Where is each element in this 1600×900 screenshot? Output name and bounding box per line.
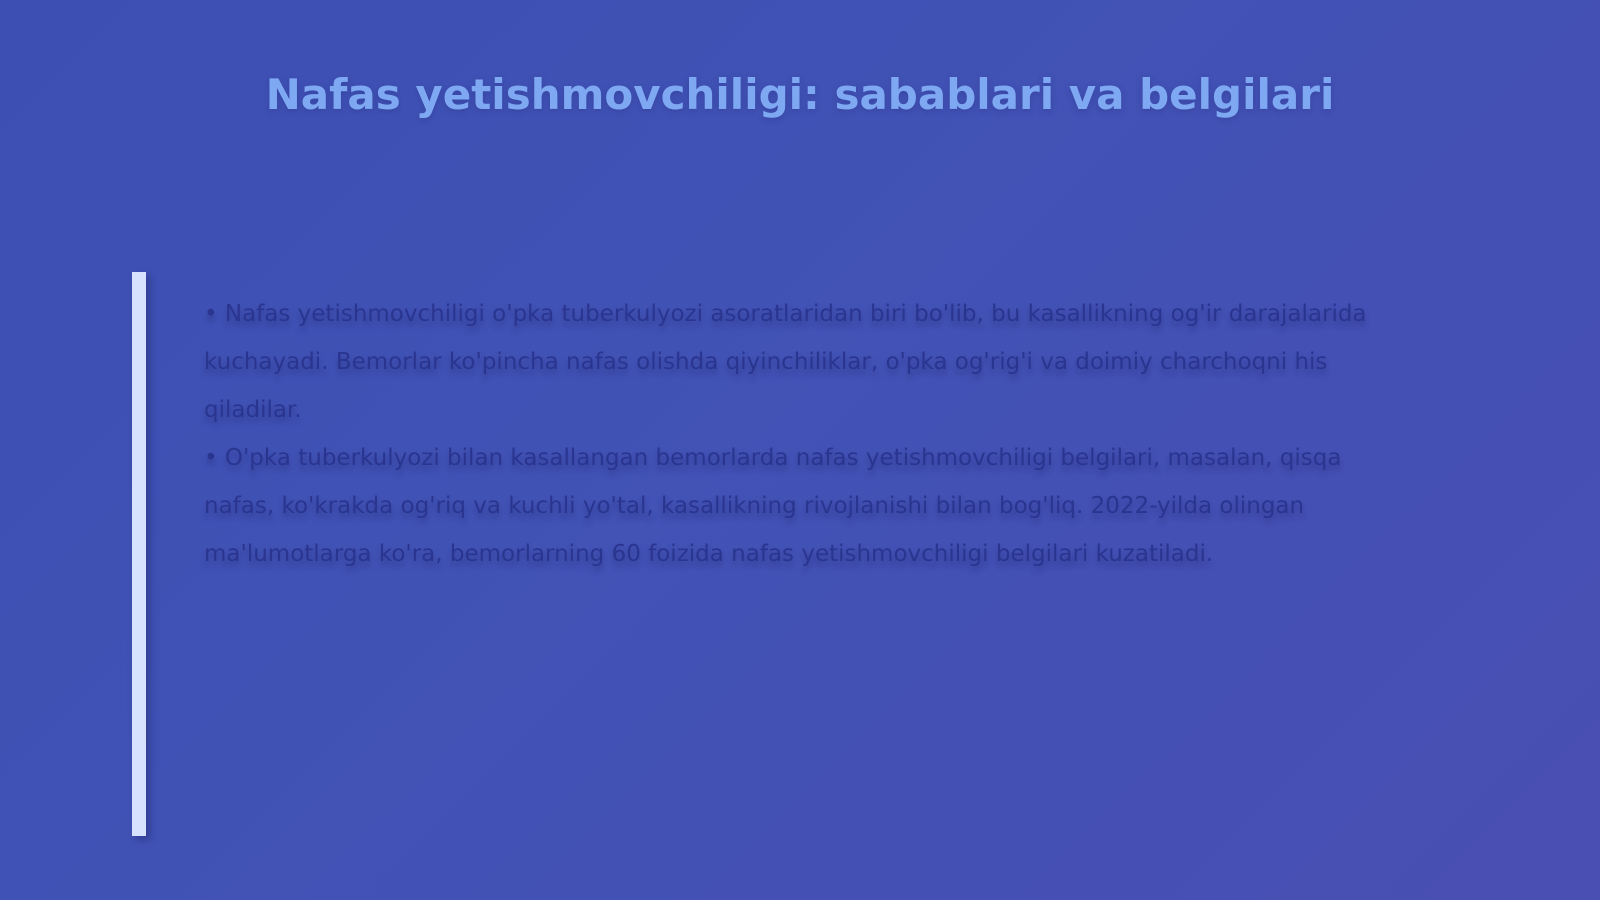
bullet-paragraph: • O'pka tuberkulyozi bilan kasallangan bemorlarda nafas yetishmovchiligi belgilari, masalan, qisqa nafas, ko'krakda og'riq va kuchli yo'tal, kasallikning rivojlanishi bilan bog'liq. 2022-yilda olingan ma'lumotlarga ko'ra, bemorlarning 60 foizida nafas yetishmovchiligi belgilari kuzatiladi. (204, 445, 1342, 567)
accent-bar (132, 272, 146, 836)
slide-body (204, 290, 1384, 578)
bullet-paragraph: • Nafas yetishmovchiligi o'pka tuberkulyozi asoratlaridan biri bo'lib, bu kasallikning og'ir darajalarida kuchayadi. Bemorlar ko'pincha nafas olishda qiyinchiliklar, o'pka og'rig'i va doimiy charchoqni his qiladilar. (204, 301, 1367, 423)
slide-title: Nafas yetishmovchiligi: sabablari va belgilari (265, 70, 1335, 119)
